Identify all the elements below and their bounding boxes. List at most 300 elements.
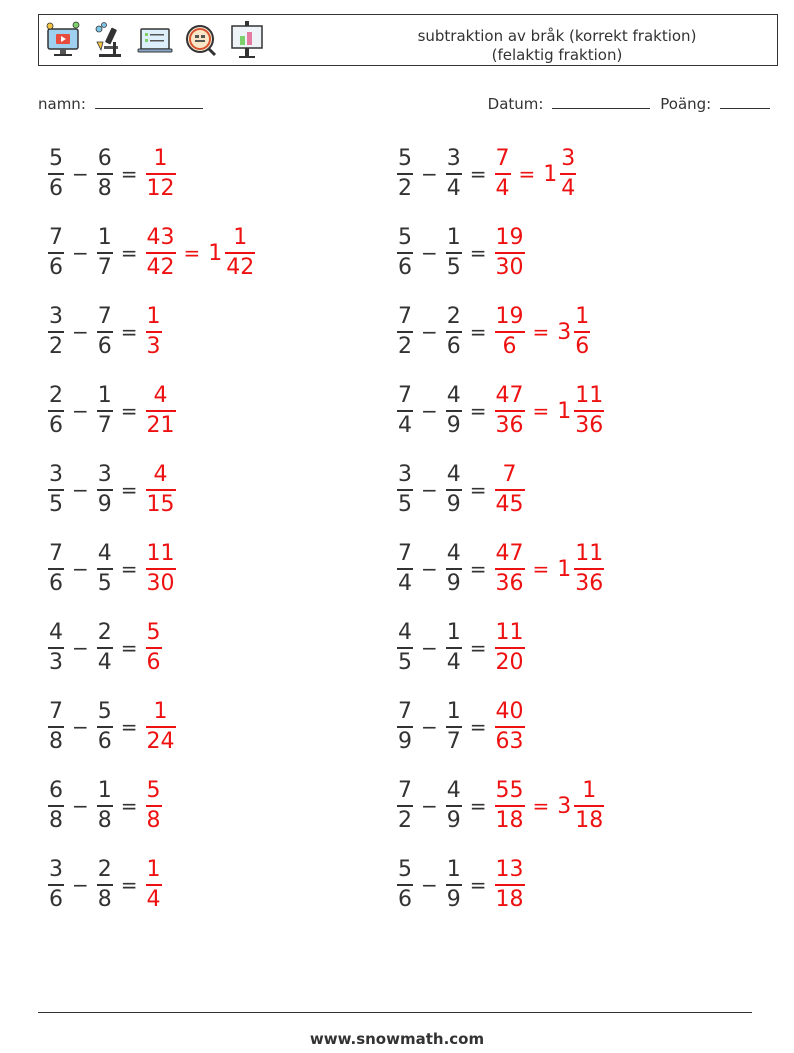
first-fraction-numerator: 7 xyxy=(49,541,63,566)
first-fraction-numerator: 3 xyxy=(49,857,63,882)
second-fraction xyxy=(446,462,462,518)
second-fraction-numerator: 1 xyxy=(446,225,461,250)
answer-fraction-bar xyxy=(495,331,525,333)
first-fraction xyxy=(48,699,64,755)
second-fraction-bar xyxy=(446,805,462,807)
second-fraction xyxy=(97,462,113,518)
second-fraction-denominator: 4 xyxy=(446,176,461,201)
mixed-whole: 1 xyxy=(208,240,223,266)
answer-fraction-denominator: 4 xyxy=(495,176,510,201)
first-fraction-bar xyxy=(397,568,413,570)
equals-sign: = xyxy=(120,399,138,423)
answer-fraction-numerator: 4 xyxy=(153,462,168,487)
answer-fraction-bar xyxy=(146,726,176,728)
problem-item xyxy=(395,455,527,525)
answer-fraction-denominator: 42 xyxy=(146,255,175,280)
name-blank[interactable] xyxy=(95,94,203,109)
second-fraction-numerator: 1 xyxy=(446,699,461,724)
mixed-fraction-bar xyxy=(574,410,604,412)
first-fraction-numerator: 5 xyxy=(49,146,63,171)
second-fraction-numerator: 1 xyxy=(97,383,112,408)
answer-fraction-numerator: 19 xyxy=(495,225,524,250)
footer-divider xyxy=(38,1012,752,1013)
name-field[interactable] xyxy=(38,94,203,113)
equals-sign: = xyxy=(120,241,138,265)
first-fraction-numerator: 5 xyxy=(398,225,412,250)
equals-sign: = xyxy=(469,715,487,739)
date-label: Datum: xyxy=(487,95,544,113)
second-fraction-denominator: 7 xyxy=(97,413,112,438)
first-fraction-numerator: 3 xyxy=(49,304,63,329)
second-fraction-numerator: 1 xyxy=(446,620,461,645)
second-fraction-denominator: 5 xyxy=(446,255,461,280)
mixed-fraction-bar xyxy=(574,331,590,333)
date-field[interactable] xyxy=(488,94,651,113)
minus-sign: − xyxy=(72,873,89,897)
answer-fraction-bar xyxy=(495,410,525,412)
minus-sign: − xyxy=(421,399,438,423)
first-fraction-bar xyxy=(48,647,64,649)
equals-sign: = xyxy=(469,478,487,502)
answer-fraction-bar xyxy=(495,173,511,175)
date-blank[interactable] xyxy=(552,94,650,109)
first-fraction-bar xyxy=(48,884,64,886)
problem-item xyxy=(395,613,527,683)
second-fraction-numerator: 2 xyxy=(97,857,112,882)
problem-item xyxy=(46,455,178,525)
answer-fraction xyxy=(146,304,162,360)
first-fraction-bar xyxy=(48,173,64,175)
minus-sign: − xyxy=(72,399,89,423)
problem-item xyxy=(46,218,257,288)
answer-fraction xyxy=(146,383,176,439)
equals-sign: = xyxy=(469,873,487,897)
first-fraction xyxy=(397,620,413,676)
answer-fraction xyxy=(495,225,525,281)
second-fraction-denominator: 8 xyxy=(97,176,112,201)
mixed-fraction-numerator: 1 xyxy=(582,778,597,803)
answer xyxy=(493,620,527,676)
answer-equals-sign: = xyxy=(532,399,550,423)
second-fraction-numerator: 2 xyxy=(97,620,112,645)
answer-fraction-numerator: 11 xyxy=(146,541,175,566)
first-fraction-denominator: 6 xyxy=(398,887,412,912)
first-fraction xyxy=(48,383,64,439)
answer-fraction-bar xyxy=(495,726,525,728)
second-fraction-numerator: 4 xyxy=(446,462,461,487)
first-fraction-denominator: 6 xyxy=(49,255,63,280)
first-fraction-numerator: 4 xyxy=(398,620,412,645)
second-fraction xyxy=(446,699,462,755)
second-fraction-numerator: 4 xyxy=(97,541,112,566)
answer-fraction-denominator: 18 xyxy=(495,887,524,912)
second-fraction-denominator: 7 xyxy=(97,255,112,280)
answer-fraction-denominator: 63 xyxy=(495,729,524,754)
equals-sign: = xyxy=(120,794,138,818)
problem-item xyxy=(395,376,606,446)
equals-sign: = xyxy=(469,636,487,660)
answer-fraction-bar xyxy=(146,489,176,491)
answer-fraction xyxy=(146,541,176,597)
minus-sign: − xyxy=(421,557,438,581)
problem-item xyxy=(46,692,178,762)
mixed-fraction xyxy=(574,383,604,439)
answer-fraction xyxy=(495,462,525,518)
mixed-whole: 1 xyxy=(543,161,558,187)
answer-fraction-numerator: 1 xyxy=(153,699,168,724)
equals-sign: = xyxy=(120,715,138,739)
date-score-fields xyxy=(488,94,770,113)
first-fraction-numerator: 3 xyxy=(398,462,412,487)
problem-item xyxy=(395,534,606,604)
second-fraction-denominator: 4 xyxy=(97,650,112,675)
mixed-whole: 3 xyxy=(557,319,572,345)
answer-fraction-bar xyxy=(146,568,176,570)
answer-fraction-denominator: 12 xyxy=(146,176,175,201)
first-fraction xyxy=(397,699,413,755)
first-fraction-denominator: 6 xyxy=(49,887,63,912)
first-fraction-denominator: 3 xyxy=(49,650,63,675)
answer-fraction-denominator: 8 xyxy=(146,808,161,833)
second-fraction-numerator: 1 xyxy=(97,778,112,803)
first-fraction-denominator: 5 xyxy=(398,492,412,517)
first-fraction-bar xyxy=(48,805,64,807)
first-fraction-numerator: 7 xyxy=(398,304,412,329)
title-line-1: subtraktion av bråk (korrekt fraktion) xyxy=(417,27,697,45)
mixed-fraction xyxy=(574,541,604,597)
first-fraction-denominator: 9 xyxy=(398,729,412,754)
problem-item xyxy=(395,850,527,920)
answer-fraction-bar xyxy=(146,805,162,807)
minus-sign: − xyxy=(421,715,438,739)
first-fraction-bar xyxy=(397,726,413,728)
answer-fraction-bar xyxy=(495,568,525,570)
first-fraction-numerator: 6 xyxy=(49,778,63,803)
score-blank[interactable] xyxy=(720,94,770,109)
minus-sign: − xyxy=(72,636,89,660)
answer-fraction xyxy=(146,778,162,834)
equals-sign: = xyxy=(469,320,487,344)
first-fraction xyxy=(397,383,413,439)
first-fraction-denominator: 6 xyxy=(49,176,63,201)
mixed-fraction-bar xyxy=(574,805,604,807)
second-fraction xyxy=(446,225,462,281)
answer-fraction-denominator: 6 xyxy=(146,650,161,675)
score-field[interactable] xyxy=(660,94,770,113)
mixed-fraction xyxy=(225,225,255,281)
second-fraction xyxy=(97,620,113,676)
name-label: namn: xyxy=(38,95,86,113)
second-fraction-denominator: 6 xyxy=(97,334,112,359)
answer-fraction xyxy=(495,778,525,834)
first-fraction-denominator: 2 xyxy=(398,334,412,359)
second-fraction xyxy=(446,383,462,439)
mixed-fraction xyxy=(560,146,576,202)
microscope-icon xyxy=(91,20,127,60)
answer-fraction-denominator: 4 xyxy=(146,887,161,912)
second-fraction-denominator: 8 xyxy=(97,808,112,833)
first-fraction-numerator: 5 xyxy=(398,857,412,882)
first-fraction-denominator: 2 xyxy=(49,334,63,359)
first-fraction-numerator: 7 xyxy=(398,778,412,803)
answer-fraction-numerator: 1 xyxy=(146,857,161,882)
answer xyxy=(144,699,178,755)
monitor-video-icon xyxy=(45,20,81,60)
second-fraction-bar xyxy=(97,726,113,728)
second-fraction-denominator: 7 xyxy=(446,729,461,754)
answer-fraction-denominator: 20 xyxy=(495,650,524,675)
answer-fraction-numerator: 7 xyxy=(495,146,510,171)
first-fraction xyxy=(48,541,64,597)
second-fraction-denominator: 6 xyxy=(446,334,461,359)
mixed-fraction-denominator: 36 xyxy=(575,413,604,438)
second-fraction-bar xyxy=(446,252,462,254)
second-fraction-bar xyxy=(97,568,113,570)
answer-fraction xyxy=(146,857,162,913)
second-fraction-bar xyxy=(446,331,462,333)
first-fraction-bar xyxy=(48,331,64,333)
answer xyxy=(144,541,178,597)
second-fraction-denominator: 9 xyxy=(446,492,461,517)
mixed-fraction-denominator: 4 xyxy=(561,176,576,201)
second-fraction-numerator: 3 xyxy=(97,462,112,487)
answer-fraction-numerator: 40 xyxy=(495,699,524,724)
answer-equals-sign: = xyxy=(518,162,536,186)
problem-item xyxy=(46,139,178,209)
problem-item xyxy=(395,692,527,762)
mixed-fraction-numerator: 1 xyxy=(575,304,590,329)
answer-fraction-bar xyxy=(146,252,176,254)
equals-sign: = xyxy=(469,557,487,581)
first-fraction-bar xyxy=(48,410,64,412)
first-fraction xyxy=(397,146,413,202)
answer-fraction-bar xyxy=(495,647,525,649)
problem-item xyxy=(46,297,164,367)
answer-fraction-numerator: 5 xyxy=(146,778,161,803)
answer-equals-sign: = xyxy=(183,241,201,265)
second-fraction-denominator: 5 xyxy=(97,571,112,596)
answer xyxy=(493,857,527,913)
first-fraction-denominator: 6 xyxy=(49,571,63,596)
second-fraction xyxy=(97,541,113,597)
minus-sign: − xyxy=(72,478,89,502)
answer-fraction-denominator: 6 xyxy=(502,334,517,359)
first-fraction-bar xyxy=(397,331,413,333)
second-fraction-bar xyxy=(97,805,113,807)
problem-item xyxy=(46,376,178,446)
answer-fraction-denominator: 15 xyxy=(146,492,175,517)
mixed-fraction-numerator: 3 xyxy=(561,146,576,171)
answer-fraction-denominator: 21 xyxy=(146,413,175,438)
answer xyxy=(493,778,607,834)
answer-fraction xyxy=(495,383,525,439)
mixed-fraction-bar xyxy=(560,173,576,175)
equals-sign: = xyxy=(120,478,138,502)
mixed-whole: 1 xyxy=(557,398,572,424)
answer xyxy=(144,304,164,360)
second-fraction-denominator: 9 xyxy=(446,887,461,912)
minus-sign: − xyxy=(421,873,438,897)
second-fraction-numerator: 4 xyxy=(446,383,461,408)
minus-sign: − xyxy=(421,320,438,344)
first-fraction-bar xyxy=(397,410,413,412)
answer xyxy=(493,225,527,281)
first-fraction-numerator: 7 xyxy=(398,383,412,408)
answer-fraction-bar xyxy=(495,884,525,886)
first-fraction xyxy=(48,146,64,202)
mixed-fraction xyxy=(574,778,604,834)
mixed-fraction-bar xyxy=(225,252,255,254)
first-fraction-bar xyxy=(48,252,64,254)
equals-sign: = xyxy=(469,241,487,265)
first-fraction xyxy=(397,225,413,281)
second-fraction xyxy=(446,304,462,360)
equals-sign: = xyxy=(120,636,138,660)
answer-fraction-numerator: 11 xyxy=(495,620,524,645)
first-fraction-numerator: 7 xyxy=(398,699,412,724)
second-fraction-bar xyxy=(97,489,113,491)
problem-item xyxy=(395,297,592,367)
second-fraction xyxy=(97,857,113,913)
first-fraction-bar xyxy=(397,884,413,886)
second-fraction-numerator: 5 xyxy=(97,699,112,724)
header-box xyxy=(38,14,778,66)
second-fraction-denominator: 9 xyxy=(446,571,461,596)
minus-sign: − xyxy=(72,320,89,344)
minus-sign: − xyxy=(421,636,438,660)
first-fraction-bar xyxy=(48,568,64,570)
problem-item xyxy=(395,771,606,841)
second-fraction xyxy=(97,225,113,281)
answer-fraction xyxy=(146,620,162,676)
answer-fraction-denominator: 36 xyxy=(495,571,524,596)
first-fraction-numerator: 7 xyxy=(49,225,63,250)
presentation-board-icon xyxy=(229,20,265,60)
second-fraction xyxy=(446,857,462,913)
answer xyxy=(493,462,527,518)
minus-sign: − xyxy=(72,162,89,186)
answer-fraction-bar xyxy=(146,410,176,412)
first-fraction-denominator: 8 xyxy=(49,808,63,833)
second-fraction xyxy=(97,778,113,834)
minus-sign: − xyxy=(72,794,89,818)
first-fraction-bar xyxy=(48,726,64,728)
answer-equals-sign: = xyxy=(532,794,550,818)
minus-sign: − xyxy=(421,241,438,265)
minus-sign: − xyxy=(421,794,438,818)
mixed-fraction-numerator: 11 xyxy=(575,383,604,408)
mixed-whole: 3 xyxy=(557,793,572,819)
answer xyxy=(144,383,178,439)
answer-fraction-denominator: 45 xyxy=(495,492,524,517)
magnifier-icon xyxy=(183,20,219,60)
first-fraction-numerator: 7 xyxy=(49,699,63,724)
second-fraction xyxy=(97,383,113,439)
score-label: Poäng: xyxy=(660,95,712,113)
problem-item xyxy=(46,771,164,841)
first-fraction-denominator: 6 xyxy=(49,413,63,438)
first-fraction-numerator: 7 xyxy=(398,541,412,566)
first-fraction-denominator: 2 xyxy=(398,808,412,833)
answer-equals-sign: = xyxy=(532,557,550,581)
second-fraction-bar xyxy=(97,331,113,333)
first-fraction xyxy=(48,620,64,676)
second-fraction-bar xyxy=(97,647,113,649)
answer-fraction xyxy=(495,304,525,360)
answer xyxy=(144,620,164,676)
first-fraction-bar xyxy=(397,647,413,649)
first-fraction xyxy=(397,462,413,518)
second-fraction xyxy=(446,541,462,597)
second-fraction-bar xyxy=(97,173,113,175)
first-fraction-numerator: 4 xyxy=(49,620,63,645)
second-fraction xyxy=(446,620,462,676)
answer-fraction xyxy=(495,620,525,676)
first-fraction xyxy=(48,225,64,281)
second-fraction xyxy=(97,699,113,755)
first-fraction xyxy=(48,857,64,913)
answer xyxy=(144,225,258,281)
answer-fraction xyxy=(146,699,176,755)
mixed-fraction-numerator: 1 xyxy=(233,225,248,250)
second-fraction-bar xyxy=(97,410,113,412)
second-fraction-numerator: 2 xyxy=(446,304,461,329)
minus-sign: − xyxy=(72,557,89,581)
answer-fraction-denominator: 30 xyxy=(146,571,175,596)
answer xyxy=(493,304,593,360)
answer-fraction-bar xyxy=(495,805,525,807)
answer-fraction-bar xyxy=(146,647,162,649)
footer-site: www.snowmath.com xyxy=(309,1030,485,1048)
answer-fraction-numerator: 7 xyxy=(502,462,517,487)
answer-fraction-bar xyxy=(495,489,525,491)
first-fraction xyxy=(397,778,413,834)
answer xyxy=(144,146,178,202)
first-fraction-denominator: 2 xyxy=(398,176,412,201)
second-fraction-numerator: 1 xyxy=(446,857,461,882)
answer-fraction-bar xyxy=(146,173,176,175)
answer-fraction-denominator: 24 xyxy=(146,729,175,754)
mixed-fraction-numerator: 11 xyxy=(575,541,604,566)
second-fraction-bar xyxy=(446,884,462,886)
first-fraction-numerator: 3 xyxy=(49,462,63,487)
mixed-fraction-denominator: 36 xyxy=(575,571,604,596)
answer-fraction xyxy=(495,146,511,202)
second-fraction xyxy=(97,146,113,202)
first-fraction xyxy=(397,541,413,597)
equals-sign: = xyxy=(469,399,487,423)
answer xyxy=(144,857,164,913)
mixed-fraction-bar xyxy=(574,568,604,570)
problem-item xyxy=(395,218,527,288)
first-fraction-bar xyxy=(397,489,413,491)
first-fraction-denominator: 4 xyxy=(398,413,412,438)
answer xyxy=(144,462,178,518)
answer-fraction-numerator: 1 xyxy=(146,304,161,329)
answer xyxy=(144,778,164,834)
answer-fraction-numerator: 5 xyxy=(146,620,161,645)
second-fraction-numerator: 6 xyxy=(97,146,112,171)
second-fraction-numerator: 4 xyxy=(446,541,461,566)
second-fraction-numerator: 3 xyxy=(446,146,461,171)
equals-sign: = xyxy=(120,557,138,581)
first-fraction-denominator: 6 xyxy=(398,255,412,280)
problem-item xyxy=(395,139,578,209)
second-fraction-numerator: 4 xyxy=(446,778,461,803)
minus-sign: − xyxy=(72,241,89,265)
second-fraction-bar xyxy=(446,647,462,649)
first-fraction-bar xyxy=(48,489,64,491)
